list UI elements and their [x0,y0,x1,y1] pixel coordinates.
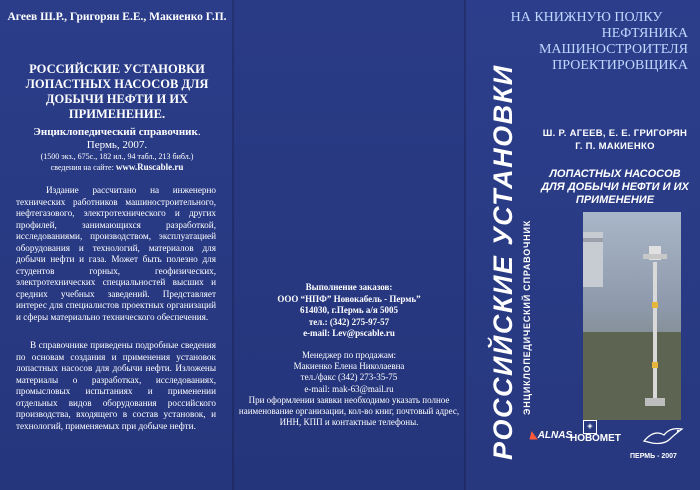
manager-phone: тел./факс (342) 273-35-75 [300,372,398,383]
cover-authors [535,127,695,153]
shelf-line-2: НЕФТЯНИКА [601,26,688,41]
site-link[interactable]: www.Ruscable.ru [115,162,184,172]
manager-email[interactable]: e-mail: mak-63@mail.ru [304,383,394,394]
book-title: РОССИЙСКИЕ УСТАНОВКИ ЛОПАСТНЫХ НАСОСОВ ДЛЯ ДОБЫЧИ НЕФТИ И ИХ ПРИМЕНЕНИЕ. [25,62,209,121]
spine-subtitle: ЭНЦИКЛОПЕДИЧЕСКИЙ СПРАВОЧНИК [522,219,532,415]
description-paragraph-2: В справочнике приведены подробные сведения по основам создания и применения установок лопастных насосов для добычи нефти. Изложены материалы о разработках, исследованиях, промысловых испытаниях и применении отдельных видов оборудования российского производства, входящего в состав установок, и технологий, применяемых при добыче нефти. [16,340,216,431]
novomet-mark-icon: ◈ [583,420,597,434]
orders-heading: Выполнение заказов: [305,282,393,292]
left-panel [0,0,233,490]
shelf-line-4: ПРОЕКТИРОВЩИКА [552,58,688,73]
city-year: Пермь, 2007. [86,139,148,151]
postal-address: 614030, г.Пермь а/я 5005 [300,305,398,315]
manager-block [233,350,465,428]
shelf-line-1: НА КНИЖНУЮ ПОЛКУ [510,10,663,25]
alnas-logo-text: ALNAS [537,430,573,441]
encyclopedia-label: Энциклопедический справочник [33,126,198,138]
fold-line-left [232,0,234,490]
order-note: При оформлении заявки необходимо указать полное наименование организации, кол-во книг, почтовый адрес, ИНН, КПП и контактные телефоны. [238,394,460,428]
orders-phone: тел.: (342) 275-97-57 [308,316,390,327]
alnas-logo: ◣ALNAS [530,430,573,441]
orders-block [233,282,465,340]
site-line [6,162,228,173]
spine-title: РОССИЙСКИЕ УСТАНОВКИ [488,64,518,460]
encyclopedia-line: Энциклопедический справочник. [33,126,201,138]
manager-heading: Менеджер по продажам: [301,350,397,360]
novomet-logo: НОВОМЕТ [570,433,621,444]
book-stats: (1500 экз., 675с., 182 ил., 94 табл., 213 библ.) [40,152,194,161]
fold-line-right [464,0,466,490]
authors: Агеев Ш.Р., Григорян Е.Е., Макиенко Г.П. [7,11,227,23]
description-paragraph-1: Издание рассчитано на инженерно технических работников машиностроительного, нефтегазового, электротехнического и других профилей, занимающихся разработкой, исследованиями, производством, эксплуатацией оборудования и технологий, материалов для добычи нефти и газа. Может быть полезно для студентов горных, геофизических, электротехнических специальностей высших и средних учебных заведений. Представляет интерес для специалистов проектных организаций и сферы материально технического обеспечения. [16,185,216,322]
site-prefix: сведения на сайте: [50,163,114,172]
company-name: ООО “НПФ” Новокабель - Пермь” [277,293,421,304]
middle-panel [233,0,465,490]
cover-city-year: ПЕРМЬ - 2007 [630,453,677,460]
wellhead-photo [583,212,681,420]
manager-name: Макиенко Елена Николаевна [293,361,405,372]
bird-logo-icon [640,423,686,451]
orders-email[interactable]: e-mail: Lev@pscable.ru [303,328,395,338]
cover-authors-line-2: Г. П. МАКИЕНКО [575,141,655,152]
cover-authors-line-1: Ш. Р. АГЕЕВ, Е. Е. ГРИГОРЯН [542,128,688,139]
shelf-line-3: МАШИНОСТРОИТЕЛЯ [538,42,688,57]
cover-title: ЛОПАСТНЫХ НАСОСОВ ДЛЯ ДОБЫЧИ НЕФТИ И ИХ ПРИМЕНЕНИЕ [541,168,689,206]
